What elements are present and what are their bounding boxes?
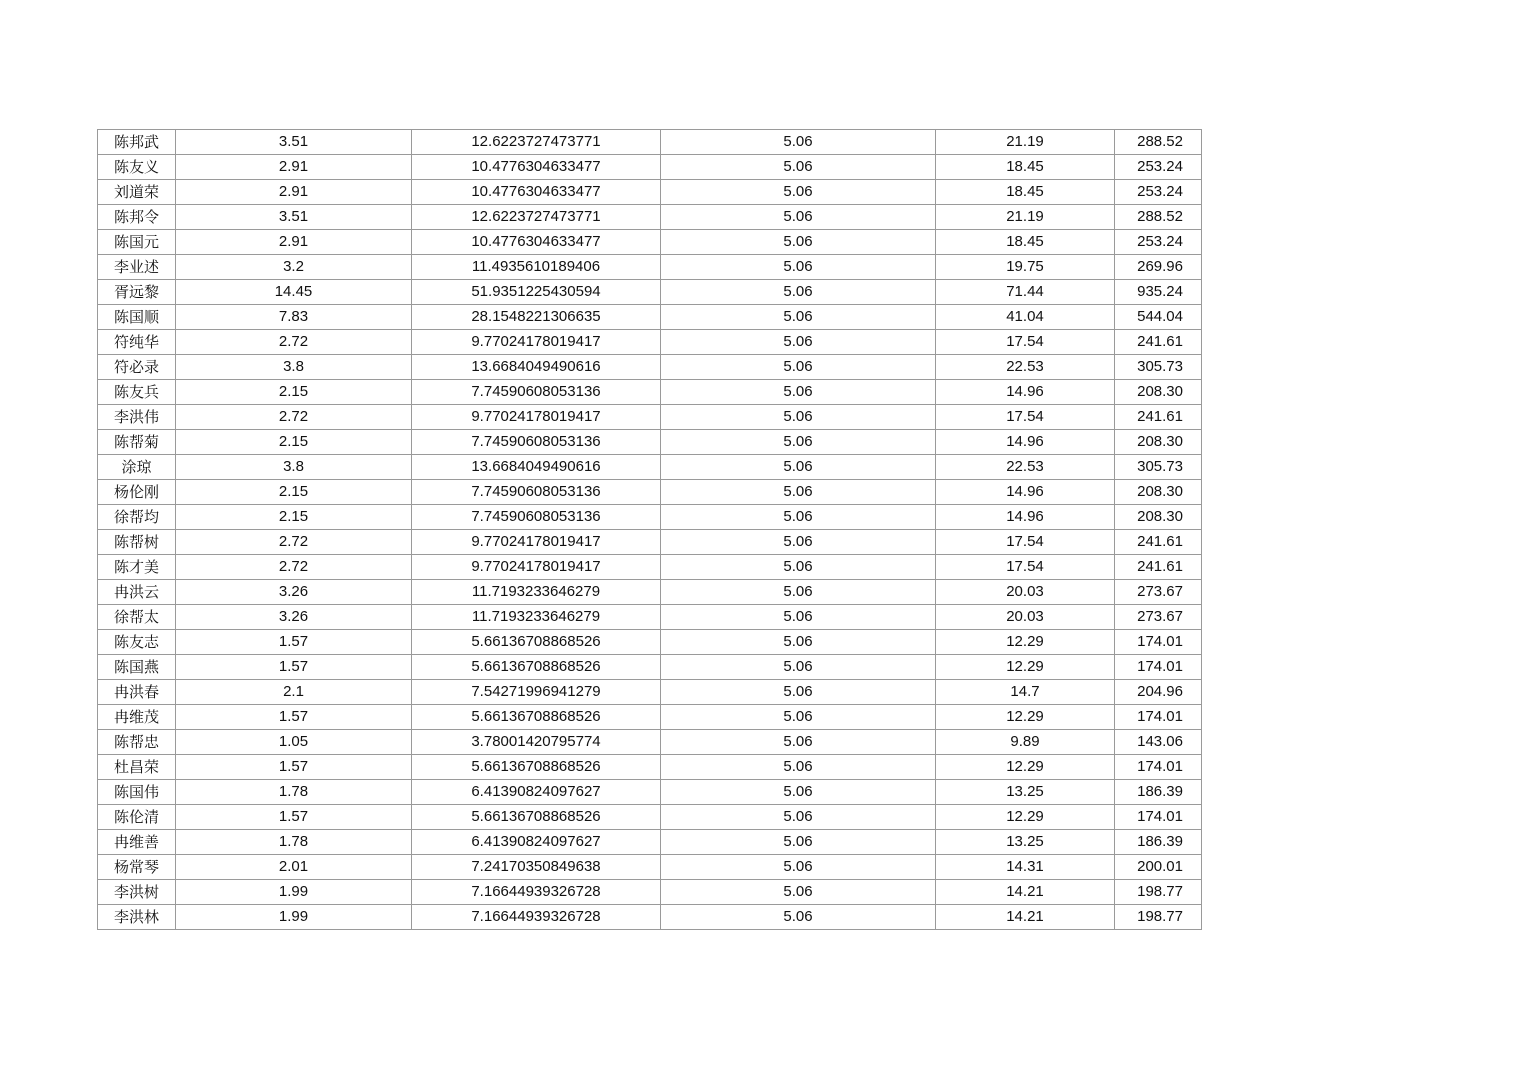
value-4-cell: 13.25 bbox=[936, 780, 1115, 805]
value-4-cell: 21.19 bbox=[936, 130, 1115, 155]
total-cell: 208.30 bbox=[1115, 480, 1202, 505]
total-cell: 174.01 bbox=[1115, 705, 1202, 730]
name-cell: 李洪伟 bbox=[98, 405, 176, 430]
value-4-cell: 17.54 bbox=[936, 405, 1115, 430]
value-2-cell: 10.4776304633477 bbox=[412, 155, 661, 180]
table-row bbox=[98, 405, 1202, 430]
total-cell: 174.01 bbox=[1115, 805, 1202, 830]
value-3-cell: 5.06 bbox=[661, 680, 936, 705]
value-1-cell: 3.8 bbox=[176, 355, 412, 380]
value-4-cell: 19.75 bbox=[936, 255, 1115, 280]
total-cell: 241.61 bbox=[1115, 530, 1202, 555]
value-1-cell: 3.2 bbox=[176, 255, 412, 280]
name-cell: 陈友义 bbox=[98, 155, 176, 180]
value-3-cell: 5.06 bbox=[661, 330, 936, 355]
value-1-cell: 1.99 bbox=[176, 880, 412, 905]
value-3-cell: 5.06 bbox=[661, 705, 936, 730]
value-2-cell: 12.6223727473771 bbox=[412, 205, 661, 230]
value-1-cell: 14.45 bbox=[176, 280, 412, 305]
total-cell: 241.61 bbox=[1115, 405, 1202, 430]
value-3-cell: 5.06 bbox=[661, 430, 936, 455]
value-1-cell: 2.91 bbox=[176, 180, 412, 205]
value-1-cell: 2.01 bbox=[176, 855, 412, 880]
value-2-cell: 12.6223727473771 bbox=[412, 130, 661, 155]
name-cell: 陈友兵 bbox=[98, 380, 176, 405]
table-row bbox=[98, 355, 1202, 380]
name-cell: 涂琼 bbox=[98, 455, 176, 480]
name-cell: 陈国元 bbox=[98, 230, 176, 255]
value-1-cell: 3.51 bbox=[176, 130, 412, 155]
table-row bbox=[98, 280, 1202, 305]
value-2-cell: 9.77024178019417 bbox=[412, 405, 661, 430]
value-1-cell: 3.51 bbox=[176, 205, 412, 230]
value-4-cell: 17.54 bbox=[936, 555, 1115, 580]
value-3-cell: 5.06 bbox=[661, 455, 936, 480]
value-2-cell: 3.78001420795774 bbox=[412, 730, 661, 755]
name-cell: 陈国伟 bbox=[98, 780, 176, 805]
table-row bbox=[98, 630, 1202, 655]
total-cell: 273.67 bbox=[1115, 605, 1202, 630]
value-3-cell: 5.06 bbox=[661, 880, 936, 905]
value-1-cell: 2.15 bbox=[176, 380, 412, 405]
value-1-cell: 2.72 bbox=[176, 405, 412, 430]
table-row bbox=[98, 705, 1202, 730]
name-cell: 陈伦清 bbox=[98, 805, 176, 830]
table-row bbox=[98, 805, 1202, 830]
value-2-cell: 10.4776304633477 bbox=[412, 180, 661, 205]
value-1-cell: 1.57 bbox=[176, 755, 412, 780]
value-2-cell: 7.74590608053136 bbox=[412, 480, 661, 505]
value-4-cell: 12.29 bbox=[936, 755, 1115, 780]
value-1-cell: 3.26 bbox=[176, 605, 412, 630]
value-2-cell: 5.66136708868526 bbox=[412, 705, 661, 730]
table-row bbox=[98, 155, 1202, 180]
value-3-cell: 5.06 bbox=[661, 905, 936, 930]
value-4-cell: 17.54 bbox=[936, 330, 1115, 355]
total-cell: 288.52 bbox=[1115, 205, 1202, 230]
table-row bbox=[98, 130, 1202, 155]
value-4-cell: 21.19 bbox=[936, 205, 1115, 230]
value-3-cell: 5.06 bbox=[661, 805, 936, 830]
value-2-cell: 5.66136708868526 bbox=[412, 630, 661, 655]
name-cell: 陈邦令 bbox=[98, 205, 176, 230]
value-3-cell: 5.06 bbox=[661, 130, 936, 155]
value-4-cell: 22.53 bbox=[936, 455, 1115, 480]
table-row bbox=[98, 380, 1202, 405]
total-cell: 208.30 bbox=[1115, 430, 1202, 455]
value-4-cell: 14.96 bbox=[936, 380, 1115, 405]
table-row bbox=[98, 680, 1202, 705]
table-row bbox=[98, 555, 1202, 580]
value-2-cell: 6.41390824097627 bbox=[412, 780, 661, 805]
value-1-cell: 1.57 bbox=[176, 630, 412, 655]
value-4-cell: 71.44 bbox=[936, 280, 1115, 305]
value-1-cell: 2.91 bbox=[176, 155, 412, 180]
value-2-cell: 11.4935610189406 bbox=[412, 255, 661, 280]
value-2-cell: 9.77024178019417 bbox=[412, 530, 661, 555]
value-1-cell: 2.15 bbox=[176, 430, 412, 455]
value-2-cell: 28.1548221306635 bbox=[412, 305, 661, 330]
name-cell: 冉维茂 bbox=[98, 705, 176, 730]
table-row bbox=[98, 205, 1202, 230]
value-4-cell: 14.96 bbox=[936, 430, 1115, 455]
total-cell: 208.30 bbox=[1115, 380, 1202, 405]
table-body bbox=[98, 130, 1202, 930]
name-cell: 陈国燕 bbox=[98, 655, 176, 680]
value-2-cell: 11.7193233646279 bbox=[412, 580, 661, 605]
value-4-cell: 18.45 bbox=[936, 155, 1115, 180]
value-2-cell: 7.74590608053136 bbox=[412, 380, 661, 405]
value-4-cell: 18.45 bbox=[936, 230, 1115, 255]
value-4-cell: 17.54 bbox=[936, 530, 1115, 555]
value-4-cell: 14.96 bbox=[936, 505, 1115, 530]
name-cell: 陈友志 bbox=[98, 630, 176, 655]
total-cell: 186.39 bbox=[1115, 780, 1202, 805]
value-2-cell: 7.16644939326728 bbox=[412, 880, 661, 905]
name-cell: 陈才美 bbox=[98, 555, 176, 580]
value-4-cell: 14.21 bbox=[936, 905, 1115, 930]
value-3-cell: 5.06 bbox=[661, 655, 936, 680]
value-4-cell: 18.45 bbox=[936, 180, 1115, 205]
value-3-cell: 5.06 bbox=[661, 755, 936, 780]
value-3-cell: 5.06 bbox=[661, 580, 936, 605]
table-row bbox=[98, 655, 1202, 680]
value-2-cell: 7.74590608053136 bbox=[412, 505, 661, 530]
value-2-cell: 7.24170350849638 bbox=[412, 855, 661, 880]
value-4-cell: 20.03 bbox=[936, 580, 1115, 605]
table-row bbox=[98, 305, 1202, 330]
value-4-cell: 9.89 bbox=[936, 730, 1115, 755]
total-cell: 253.24 bbox=[1115, 230, 1202, 255]
table-row bbox=[98, 180, 1202, 205]
value-2-cell: 9.77024178019417 bbox=[412, 330, 661, 355]
value-3-cell: 5.06 bbox=[661, 405, 936, 430]
table-row bbox=[98, 605, 1202, 630]
value-3-cell: 5.06 bbox=[661, 555, 936, 580]
total-cell: 288.52 bbox=[1115, 130, 1202, 155]
total-cell: 253.24 bbox=[1115, 180, 1202, 205]
value-1-cell: 3.8 bbox=[176, 455, 412, 480]
value-2-cell: 5.66136708868526 bbox=[412, 755, 661, 780]
value-4-cell: 12.29 bbox=[936, 630, 1115, 655]
value-3-cell: 5.06 bbox=[661, 780, 936, 805]
name-cell: 冉维善 bbox=[98, 830, 176, 855]
value-4-cell: 13.25 bbox=[936, 830, 1115, 855]
total-cell: 198.77 bbox=[1115, 880, 1202, 905]
value-2-cell: 51.9351225430594 bbox=[412, 280, 661, 305]
value-3-cell: 5.06 bbox=[661, 505, 936, 530]
value-3-cell: 5.06 bbox=[661, 355, 936, 380]
name-cell: 符必录 bbox=[98, 355, 176, 380]
value-1-cell: 2.72 bbox=[176, 530, 412, 555]
name-cell: 陈帮树 bbox=[98, 530, 176, 555]
name-cell: 冉洪云 bbox=[98, 580, 176, 605]
value-1-cell: 2.72 bbox=[176, 330, 412, 355]
table-row bbox=[98, 830, 1202, 855]
value-3-cell: 5.06 bbox=[661, 305, 936, 330]
total-cell: 200.01 bbox=[1115, 855, 1202, 880]
table-row bbox=[98, 730, 1202, 755]
name-cell: 李洪树 bbox=[98, 880, 176, 905]
value-1-cell: 2.1 bbox=[176, 680, 412, 705]
name-cell: 杨伦刚 bbox=[98, 480, 176, 505]
total-cell: 253.24 bbox=[1115, 155, 1202, 180]
value-3-cell: 5.06 bbox=[661, 530, 936, 555]
name-cell: 冉洪春 bbox=[98, 680, 176, 705]
value-3-cell: 5.06 bbox=[661, 855, 936, 880]
table-row bbox=[98, 780, 1202, 805]
value-1-cell: 1.57 bbox=[176, 655, 412, 680]
name-cell: 李洪林 bbox=[98, 905, 176, 930]
total-cell: 241.61 bbox=[1115, 555, 1202, 580]
value-4-cell: 22.53 bbox=[936, 355, 1115, 380]
table-row bbox=[98, 855, 1202, 880]
value-3-cell: 5.06 bbox=[661, 605, 936, 630]
total-cell: 273.67 bbox=[1115, 580, 1202, 605]
value-2-cell: 13.6684049490616 bbox=[412, 455, 661, 480]
name-cell: 符纯华 bbox=[98, 330, 176, 355]
value-2-cell: 5.66136708868526 bbox=[412, 805, 661, 830]
table-row bbox=[98, 230, 1202, 255]
value-3-cell: 5.06 bbox=[661, 155, 936, 180]
total-cell: 305.73 bbox=[1115, 355, 1202, 380]
value-1-cell: 1.78 bbox=[176, 780, 412, 805]
table-row bbox=[98, 580, 1202, 605]
value-4-cell: 12.29 bbox=[936, 705, 1115, 730]
data-table bbox=[97, 129, 1202, 930]
value-4-cell: 12.29 bbox=[936, 655, 1115, 680]
value-2-cell: 5.66136708868526 bbox=[412, 655, 661, 680]
value-3-cell: 5.06 bbox=[661, 630, 936, 655]
spreadsheet-page bbox=[97, 129, 1202, 930]
value-3-cell: 5.06 bbox=[661, 280, 936, 305]
name-cell: 杨常琴 bbox=[98, 855, 176, 880]
value-4-cell: 14.21 bbox=[936, 880, 1115, 905]
name-cell: 杜昌荣 bbox=[98, 755, 176, 780]
value-2-cell: 7.74590608053136 bbox=[412, 430, 661, 455]
total-cell: 198.77 bbox=[1115, 905, 1202, 930]
value-1-cell: 1.78 bbox=[176, 830, 412, 855]
value-4-cell: 14.96 bbox=[936, 480, 1115, 505]
value-3-cell: 5.06 bbox=[661, 230, 936, 255]
table-row bbox=[98, 880, 1202, 905]
value-1-cell: 2.15 bbox=[176, 480, 412, 505]
name-cell: 陈帮菊 bbox=[98, 430, 176, 455]
value-2-cell: 11.7193233646279 bbox=[412, 605, 661, 630]
value-1-cell: 1.05 bbox=[176, 730, 412, 755]
table-row bbox=[98, 480, 1202, 505]
table-row bbox=[98, 330, 1202, 355]
total-cell: 269.96 bbox=[1115, 255, 1202, 280]
name-cell: 刘道荣 bbox=[98, 180, 176, 205]
name-cell: 徐帮均 bbox=[98, 505, 176, 530]
total-cell: 143.06 bbox=[1115, 730, 1202, 755]
value-4-cell: 12.29 bbox=[936, 805, 1115, 830]
name-cell: 陈国顺 bbox=[98, 305, 176, 330]
value-3-cell: 5.06 bbox=[661, 380, 936, 405]
table-row bbox=[98, 255, 1202, 280]
value-1-cell: 1.57 bbox=[176, 805, 412, 830]
value-4-cell: 14.7 bbox=[936, 680, 1115, 705]
total-cell: 174.01 bbox=[1115, 755, 1202, 780]
value-4-cell: 20.03 bbox=[936, 605, 1115, 630]
value-4-cell: 14.31 bbox=[936, 855, 1115, 880]
table-row bbox=[98, 505, 1202, 530]
value-3-cell: 5.06 bbox=[661, 480, 936, 505]
value-1-cell: 1.99 bbox=[176, 905, 412, 930]
value-3-cell: 5.06 bbox=[661, 830, 936, 855]
total-cell: 544.04 bbox=[1115, 305, 1202, 330]
value-3-cell: 5.06 bbox=[661, 205, 936, 230]
name-cell: 陈帮忠 bbox=[98, 730, 176, 755]
value-1-cell: 3.26 bbox=[176, 580, 412, 605]
name-cell: 陈邦武 bbox=[98, 130, 176, 155]
value-3-cell: 5.06 bbox=[661, 180, 936, 205]
total-cell: 204.96 bbox=[1115, 680, 1202, 705]
table-row bbox=[98, 430, 1202, 455]
value-3-cell: 5.06 bbox=[661, 255, 936, 280]
value-1-cell: 2.15 bbox=[176, 505, 412, 530]
value-1-cell: 2.91 bbox=[176, 230, 412, 255]
name-cell: 徐帮太 bbox=[98, 605, 176, 630]
name-cell: 胥远黎 bbox=[98, 280, 176, 305]
table-row bbox=[98, 755, 1202, 780]
value-1-cell: 7.83 bbox=[176, 305, 412, 330]
total-cell: 241.61 bbox=[1115, 330, 1202, 355]
total-cell: 174.01 bbox=[1115, 630, 1202, 655]
total-cell: 935.24 bbox=[1115, 280, 1202, 305]
total-cell: 186.39 bbox=[1115, 830, 1202, 855]
value-2-cell: 6.41390824097627 bbox=[412, 830, 661, 855]
name-cell: 李业述 bbox=[98, 255, 176, 280]
table-row bbox=[98, 455, 1202, 480]
table-row bbox=[98, 530, 1202, 555]
value-2-cell: 13.6684049490616 bbox=[412, 355, 661, 380]
value-2-cell: 10.4776304633477 bbox=[412, 230, 661, 255]
value-4-cell: 41.04 bbox=[936, 305, 1115, 330]
value-3-cell: 5.06 bbox=[661, 730, 936, 755]
value-2-cell: 7.54271996941279 bbox=[412, 680, 661, 705]
total-cell: 174.01 bbox=[1115, 655, 1202, 680]
table-row bbox=[98, 905, 1202, 930]
total-cell: 305.73 bbox=[1115, 455, 1202, 480]
value-1-cell: 2.72 bbox=[176, 555, 412, 580]
value-1-cell: 1.57 bbox=[176, 705, 412, 730]
value-2-cell: 9.77024178019417 bbox=[412, 555, 661, 580]
total-cell: 208.30 bbox=[1115, 505, 1202, 530]
value-2-cell: 7.16644939326728 bbox=[412, 905, 661, 930]
